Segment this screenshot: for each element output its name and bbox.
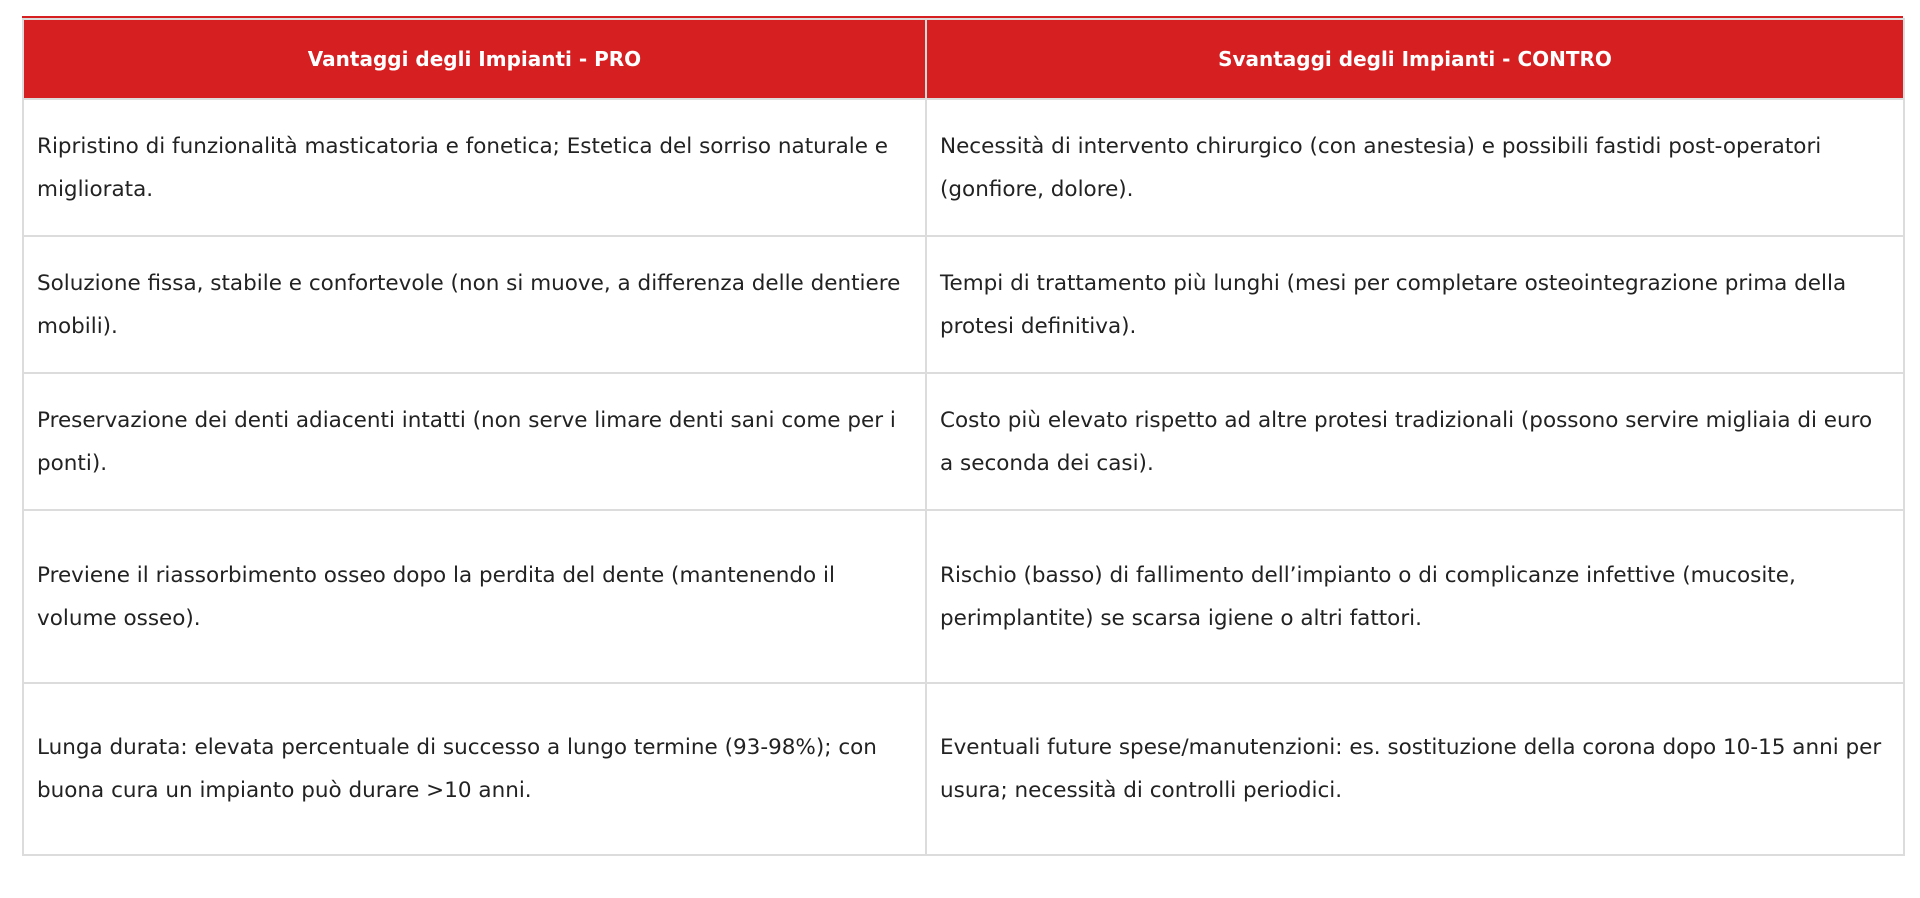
cell-pro: Soluzione fissa, stabile e confortevole (non si muove, a differenza delle dentiere mobili).	[23, 236, 926, 373]
cell-contro: Tempi di trattamento più lunghi (mesi per completare osteointegrazione prima della protesi definitiva).	[926, 236, 1904, 373]
table-header-row	[23, 19, 1904, 99]
pro-contro-table-container	[22, 16, 1903, 856]
cell-pro: Lunga durata: elevata percentuale di successo a lungo termine (93-98%); con buona cura un impianto può durare >10 anni.	[23, 683, 926, 855]
cell-pro: Previene il riassorbimento osseo dopo la perdita del dente (mantenendo il volume osseo).	[23, 510, 926, 683]
table-row	[23, 99, 1904, 236]
cell-pro: Preservazione dei denti adiacenti intatti (non serve limare denti sani come per i ponti).	[23, 373, 926, 510]
cell-contro: Rischio (basso) di fallimento dell’impianto o di complicanze infettive (mucosite, perimplantite) se scarsa igiene o altri fattori.	[926, 510, 1904, 683]
cell-contro: Costo più elevato rispetto ad altre protesi tradizionali (possono servire migliaia di euro a seconda dei casi).	[926, 373, 1904, 510]
table-row	[23, 683, 1904, 855]
cell-contro: Necessità di intervento chirurgico (con anestesia) e possibili fastidi post-operatori (gonfiore, dolore).	[926, 99, 1904, 236]
table-row	[23, 510, 1904, 683]
cell-contro: Eventuali future spese/manutenzioni: es. sostituzione della corona dopo 10-15 anni per usura; necessità di controlli periodici.	[926, 683, 1904, 855]
header-pro: Vantaggi degli Impianti - PRO	[23, 19, 926, 99]
table-row	[23, 236, 1904, 373]
table-row	[23, 373, 1904, 510]
header-contro: Svantaggi degli Impianti - CONTRO	[926, 19, 1904, 99]
pro-contro-table	[22, 18, 1905, 856]
cell-pro: Ripristino di funzionalità masticatoria e fonetica; Estetica del sorriso naturale e migliorata.	[23, 99, 926, 236]
